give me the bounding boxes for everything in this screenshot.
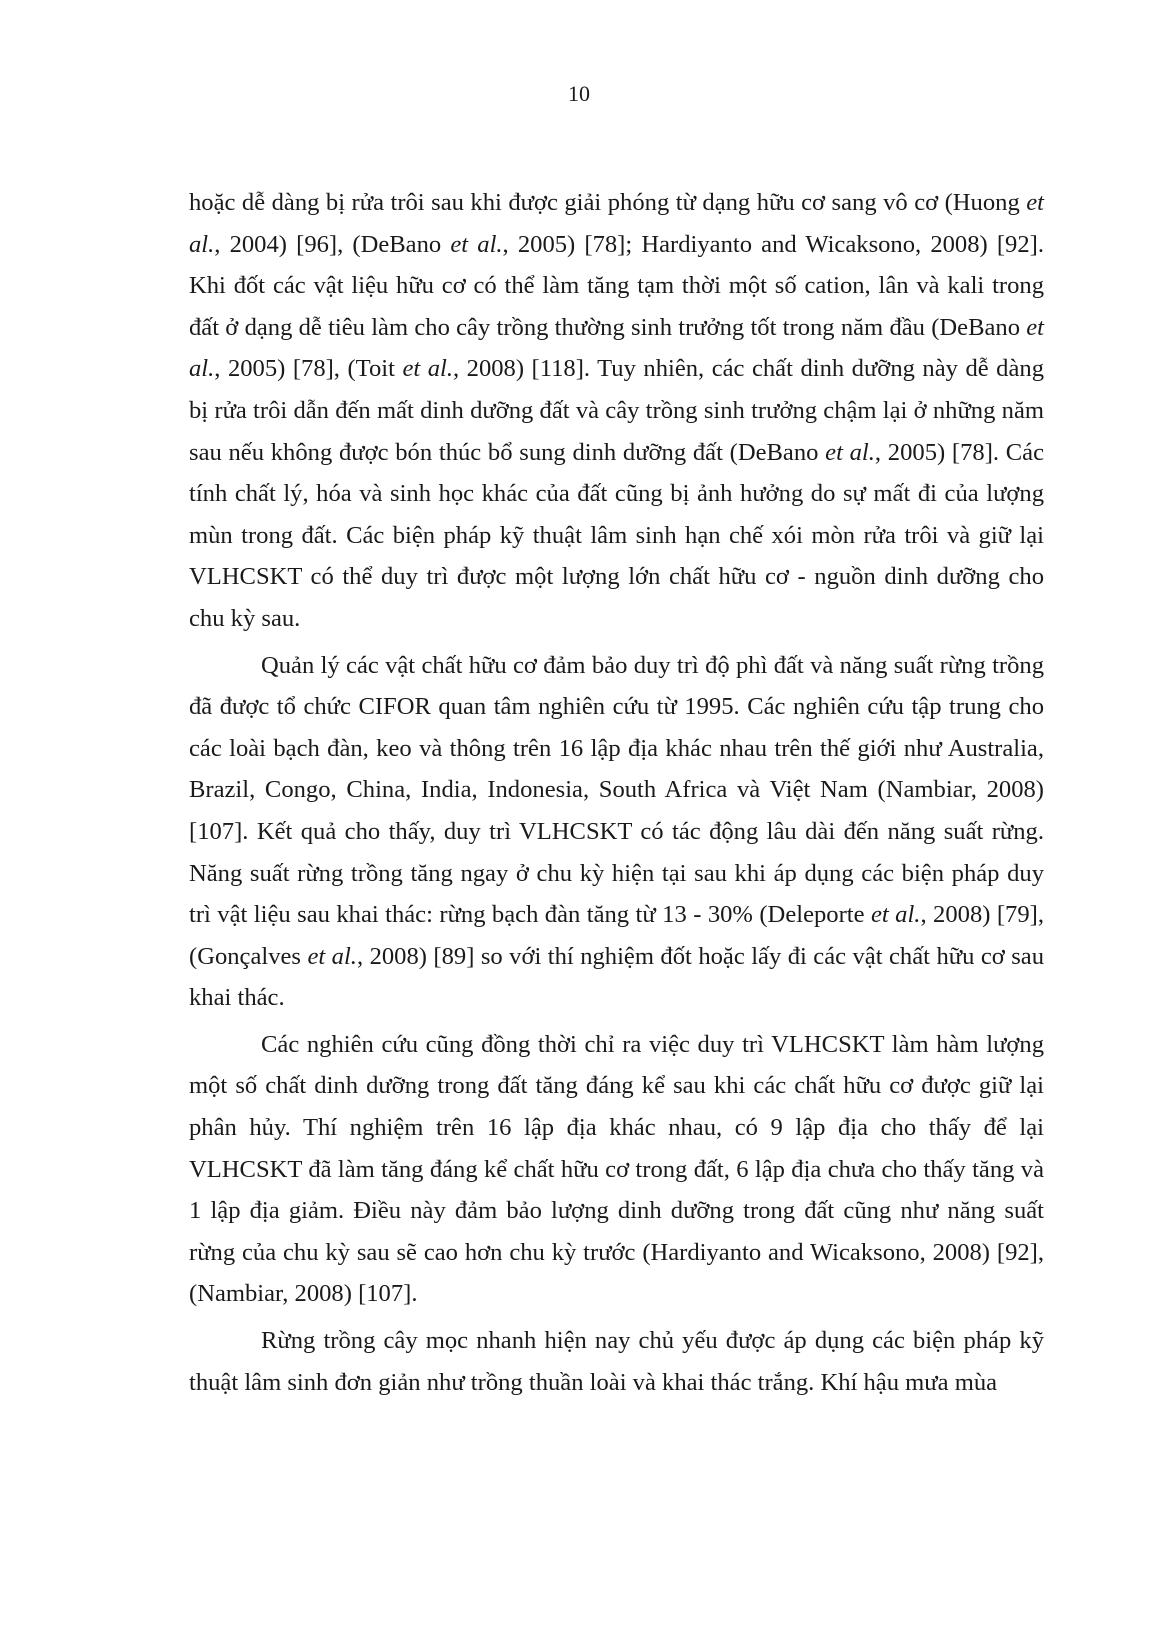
text-run: hoặc dễ dàng bị rửa trôi sau khi được giải phóng từ dạng hữu cơ sang vô cơ (Huong: [189, 189, 1027, 216]
text-run: Rừng trồng cây mọc nhanh hiện nay chủ yếu được áp dụng các biện pháp kỹ thuật lâm sinh đơn giản như trồng thuần loài và khai thác trắng. Khí hậu mưa mùa: [189, 1327, 1044, 1396]
italic-text: et al.: [825, 438, 875, 466]
paragraph: [189, 182, 1044, 640]
page-number: 10: [568, 81, 590, 106]
italic-text: et al.: [307, 942, 357, 970]
body-text: [189, 182, 1044, 1408]
text-run: , 2005) [78]. Các tính chất lý, hóa và sinh học khác của đất cũng bị ảnh hưởng do sự mất đi của lượng mùn trong đất. Các biện pháp kỹ thuật lâm sinh hạn chế xói mòn rửa trôi và giữ lại VLHCSKT có thể duy trì được một lượng lớn chất hữu cơ - nguồn dinh dưỡng cho chu kỳ sau.: [189, 438, 1044, 632]
italic-text: et al.: [189, 189, 1044, 258]
paragraph: [189, 1024, 1044, 1315]
text-run: , 2008) [89] so với thí nghiệm đốt hoặc lấy đi các vật chất hữu cơ sau khai thác.: [189, 942, 1044, 1012]
italic-text: et al.: [189, 313, 1044, 383]
paragraph: [189, 1320, 1044, 1403]
text-run: Quản lý các vật chất hữu cơ đảm bảo duy trì độ phì đất và năng suất rừng trồng đã được tổ chức CIFOR quan tâm nghiên cứu từ 1995. Các nghiên cứu tập trung cho các loài bạch đàn, keo và thông trên 16 lập địa khác nhau trên thế giới như Australia, Brazil, Congo, China, India, Indonesia, South Africa và Việt Nam (Nambiar, 2008) [107]. Kết quả cho thấy, duy trì VLHCSKT có tác động lâu dài đến năng suất rừng. Năng suất rừng trồng tăng ngay ở chu kỳ hiện tại sau khi áp dụng các biện pháp duy trì vật liệu sau khai thác: rừng bạch đàn tăng từ 13 - 30% (Deleporte: [189, 651, 1044, 929]
text-run: Các nghiên cứu cũng đồng thời chỉ ra việc duy trì VLHCSKT làm hàm lượng một số chất dinh dưỡng trong đất tăng đáng kể sau khi các chất hữu cơ được giữ lại phân hủy. Thí nghiệm trên 16 lập địa khác nhau, có 9 lập địa cho thấy để lại VLHCSKT đã làm tăng đáng kể chất hữu cơ trong đất, 6 lập địa chưa cho thấy tăng và 1 lập địa giảm. Điều này đảm bảo lượng dinh dưỡng trong đất cũng như năng suất rừng của chu kỳ sau sẽ cao hơn chu kỳ trước (Hardiyanto and Wicaksono, 2008) [92], (Nambiar, 2008) [107].: [189, 1030, 1044, 1308]
text-run: , 2005) [78]; Hardiyanto and Wicaksono, 2008) [92]. Khi đốt các vật liệu hữu cơ có thể làm tăng tạm thời một số cation, lân và kali trong đất ở dạng dễ tiêu làm cho cây trồng thường sinh trưởng tốt trong năm đầu (DeBano: [189, 230, 1044, 341]
italic-text: et al.: [870, 901, 921, 929]
text-run: , 2008) [79], (Gonçalves: [189, 901, 1044, 970]
text-run: , 2008) [118]. Tuy nhiên, các chất dinh dưỡng này dễ dàng bị rửa trôi dẫn đến mất dinh dưỡng đất và cây trồng sinh trưởng chậm lại ở những năm sau nếu không được bón thúc bổ sung dinh dưỡng đất (DeBano: [189, 355, 1044, 466]
paragraph: [189, 645, 1044, 1019]
italic-text: et al.: [450, 230, 503, 258]
italic-text: et al.: [402, 355, 453, 383]
text-run: , 2004) [96], (DeBano: [214, 230, 451, 258]
text-run: , 2005) [78], (Toit: [214, 355, 403, 383]
